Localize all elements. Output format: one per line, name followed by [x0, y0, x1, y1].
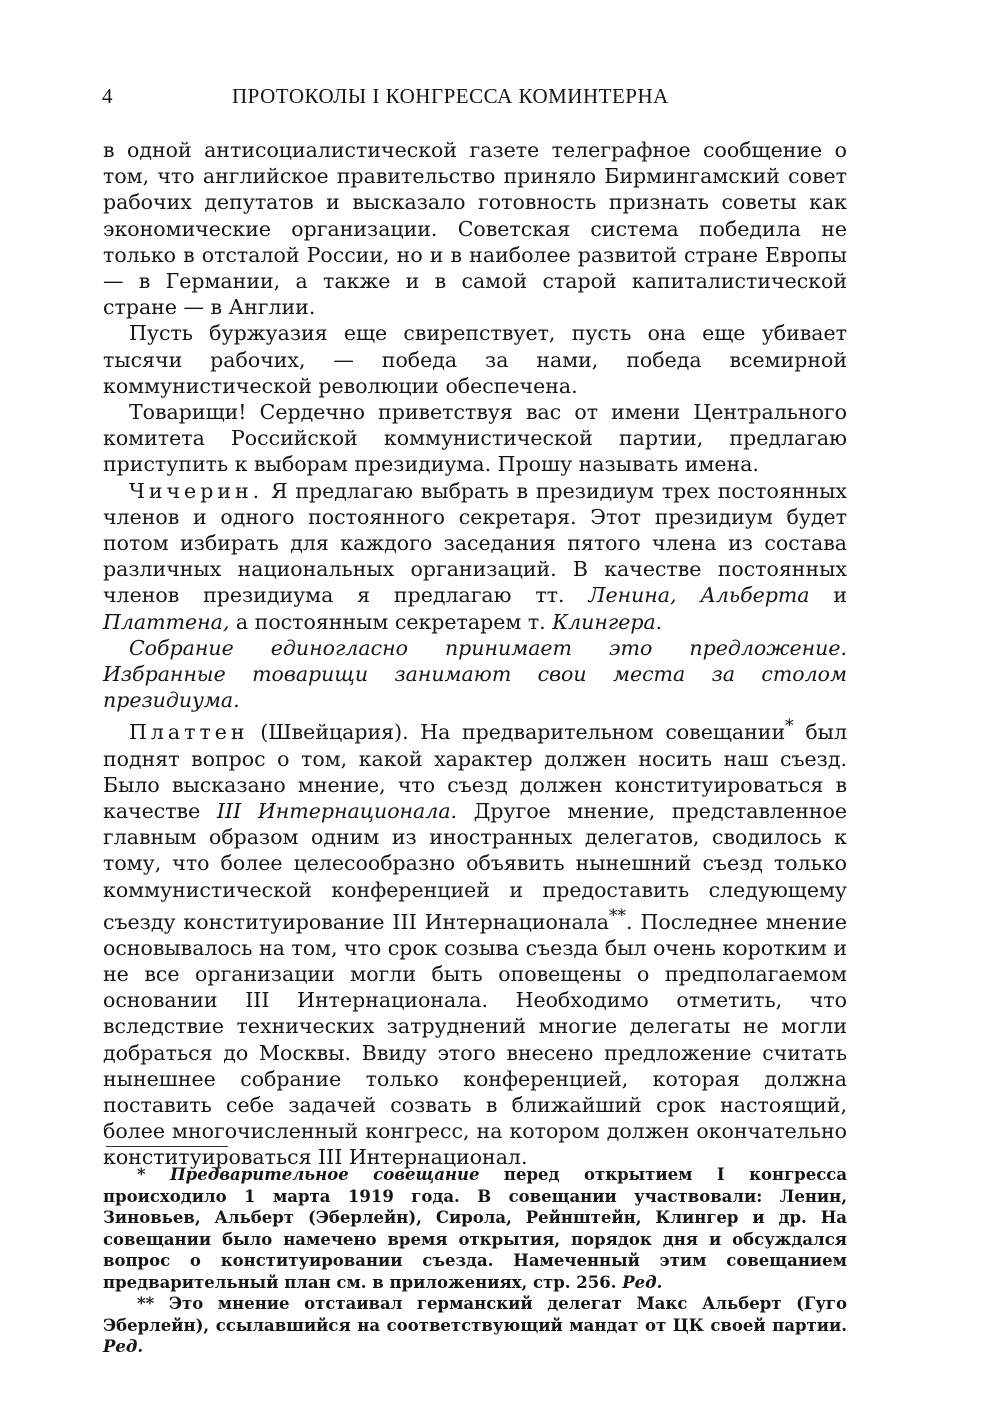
footnote-mark: **: [137, 1294, 155, 1313]
footnote-italic: Предварительное совещание: [170, 1165, 480, 1184]
footnote-ref-2: **: [608, 905, 627, 926]
paragraph-1: в одной антисоциалистической газете телеграфное сообщение о том, что английское правительство приняло Бирмингамский совет рабочих депутатов и высказало готовность признать советы как экономические организации. Советская система победила не только в отсталой России, но и в наиболее развитой стране Европы — в Германии, а также и в самой старой капиталистической стране — в Англии.: [103, 138, 847, 320]
nominee-names: Ленина, Альберта: [588, 583, 810, 608]
running-header: [102, 84, 708, 114]
footnote-1: [103, 1164, 847, 1293]
speech-text: (Швейцария). На предварительном совещании: [248, 720, 786, 745]
secretary-name: Клингера.: [552, 609, 663, 634]
paragraph-4-chicherin: [103, 478, 847, 635]
running-title: ПРОТОКОЛЫ I КОНГРЕССА КОМИНТЕРНА: [232, 84, 669, 108]
speech-text: Я предлагаю выбрать в президиум трех постоянных членов и одного постоянного секретаря. Этот президиум будет потом избирать для каждого заседания пятого члена из состава различных национальных организаций. В качестве постоянных членов президиума я предлагаю тт.: [103, 478, 847, 608]
nominee-name: Платтена,: [103, 609, 230, 634]
page-number: 4: [102, 84, 113, 108]
footnote-mark: *: [137, 1165, 146, 1184]
footnote-divider: [106, 1146, 228, 1147]
speech-text-4: . Последнее мнение основывалось на том, что срок созыва съезда был очень коротким и не все организации могли быть оповещены о предполагаемом основании III Интернационала. Необходимо отметить, что вследствие технических затруднений многие делегаты не могли добраться до Москвы. Ввиду этого внесено предложение считать нынешнее собрание только конференцией, которая должна поставить себе задачей созвать в ближайший срок настоящий, более многочисленный конгресс, на котором должен окончательно конституироваться III Интернационал.: [103, 909, 847, 1170]
paragraph-3: Товарищи! Сердечно приветствуя вас от имени Центрального комитета Российской коммунистической партии, предлагаю приступить к выборам президиума. Прошу называть имена.: [103, 400, 847, 477]
footnotes: [103, 1164, 847, 1358]
speech-text-2: был поднят вопрос о том, какой характер должен носить наш съезд. Было высказано мнение, что съезд должен конституироваться в качестве: [103, 720, 847, 823]
footnote-text: перед открытием I конгресса происходило 1 марта 1919 года. В совещании участвовали: Ленин, Зиновьев, Альберт (Эберлейн), Сирола, Рейнштейн, Клингер и др. На совещании было намечено время открытия, порядок дня и обсуждался вопрос о конституировании съезда. Намеченный этим совещанием предварительный план см. в приложениях, стр. 256.: [103, 1165, 848, 1292]
speech-text-3: Другое мнение, представленное главным образом одним из иностранных делегатов, сводилось к тому, что более целесообразно объявить нынешний съезд только коммунистической конференцией и предоставить следующему съезду конституирование III Интернационала: [103, 798, 847, 934]
footnote-text: Это мнение отстаивал германский делегат Макс Альберт (Гуго Эберлейн), ссылавшийся на соответствующий мандат от ЦК своей партии.: [103, 1294, 847, 1335]
footnote-2: [103, 1293, 847, 1358]
editor-note: Ред.: [622, 1272, 663, 1292]
international-name: III Интернационала.: [216, 798, 458, 823]
paragraph-6-platten: [103, 713, 847, 1170]
footnote-ref-1: *: [785, 716, 794, 737]
speech-text-2: а постоянным секретарем т.: [229, 609, 553, 634]
editor-note: Ред.: [103, 1337, 144, 1356]
speaker-name: Платтен: [129, 720, 249, 745]
paragraph-2: Пусть буржуазия еще свирепствует, пусть она еще убивает тысячи рабочих, — победа за нами, победа всемирной коммунистической революции обеспечена.: [103, 321, 847, 398]
conjunction: и: [809, 583, 847, 608]
paragraph-5-resolution: Собрание единогласно принимает это предложение. Избранные товарищи занимают свои места за столом президиума.: [103, 635, 847, 713]
speaker-name: Чичерин.: [129, 478, 264, 503]
main-text: [103, 137, 847, 1171]
